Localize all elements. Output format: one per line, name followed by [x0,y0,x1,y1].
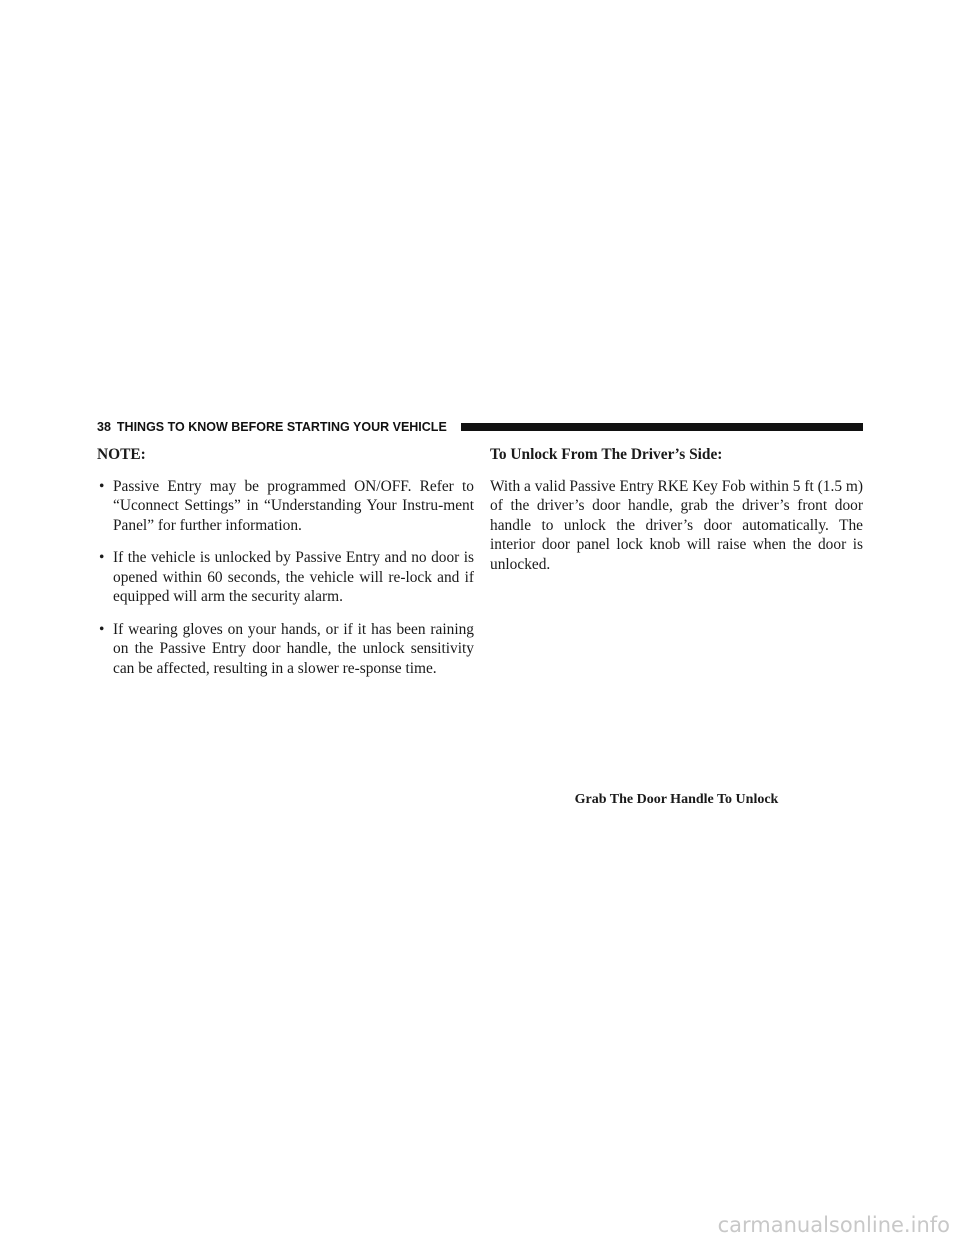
header-rule [461,423,863,431]
note-bullet-item [97,477,474,536]
bullet-text: If wearing gloves on your hands, or if it has been raining on the Passive Entry door handle, the unlock sensitivity can be affected, resulting in a slower re-sponse time. [113,620,474,677]
bullet-icon: • [99,549,105,566]
note-bullet-list [97,477,474,679]
section-title: THINGS TO KNOW BEFORE STARTING YOUR VEHICLE [116,420,447,434]
bullet-text: If the vehicle is unlocked by Passive Entry and no door is opened within 60 seconds, the vehicle will re-lock and if equipped will arm the security alarm. [113,549,474,605]
header-text [97,419,447,435]
right-column [490,445,863,574]
page-number: 38 [97,420,111,434]
bullet-icon: • [99,620,105,638]
bullet-icon: • [99,477,105,495]
note-title: NOTE: [97,446,146,463]
figure-caption: Grab The Door Handle To Unlock [574,792,779,807]
left-column [97,445,474,691]
body-paragraph: With a valid Passive Entry RKE Key Fob within 5 ft (1.5 m) of the driver’s door handle, grab the driver’s front door handle to unlock the driver’s door automatically. The interior door panel lock knob will raise when the door is unlocked. [490,477,863,573]
note-bullet-item [97,548,474,607]
bullet-text: Passive Entry may be programmed ON/OFF. Refer to “Uconnect Settings” in “Understanding Your Instru-ment Panel” for further information. [113,477,474,534]
note-bullet-item [97,620,474,679]
section-heading: To Unlock From The Driver’s Side: [490,446,723,463]
watermark: carmanualsonline.info [717,1213,950,1237]
page-header [97,419,863,435]
